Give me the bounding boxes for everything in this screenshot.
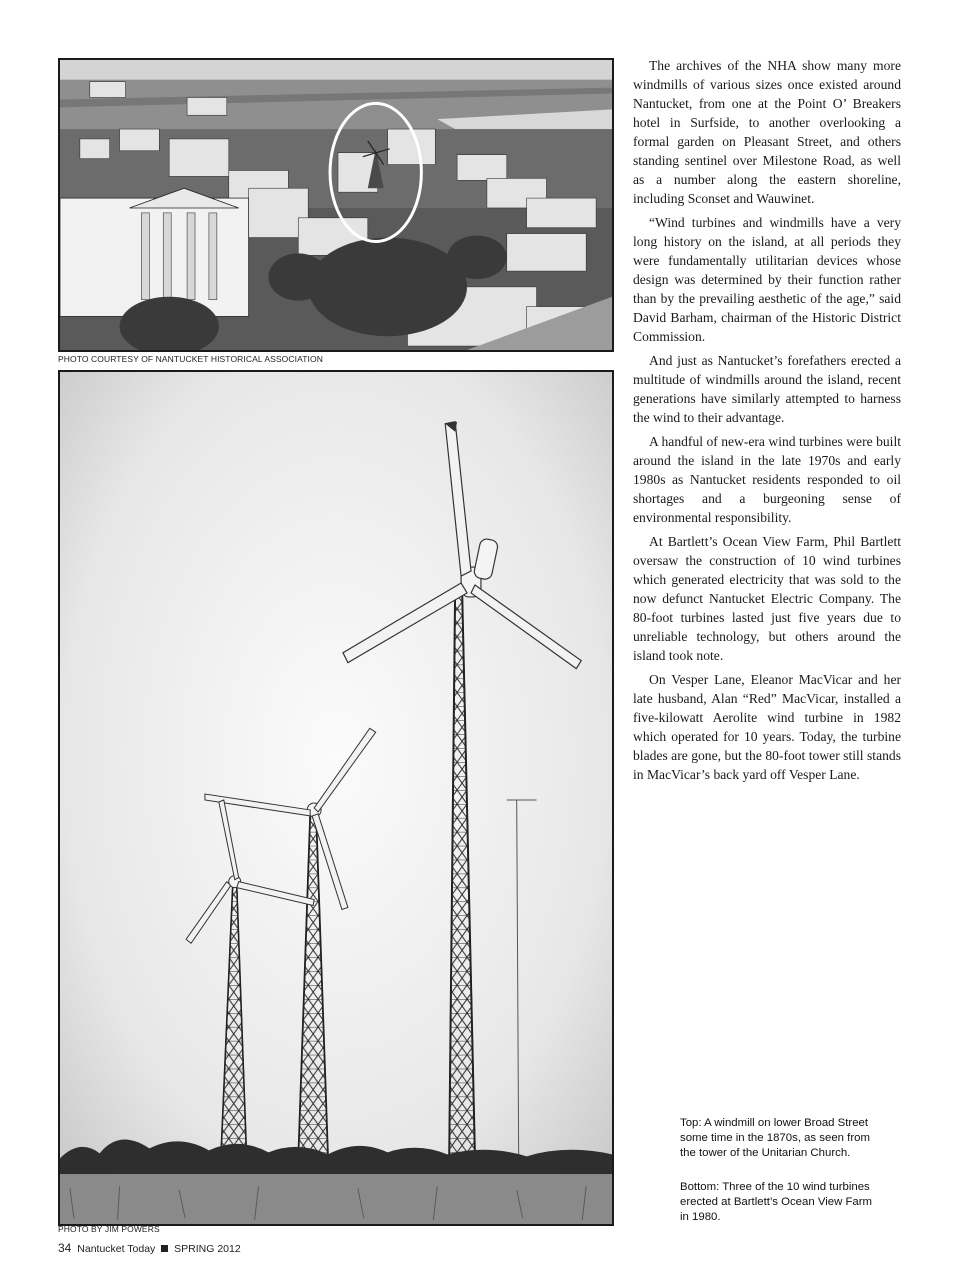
article-paragraph: At Bartlett’s Ocean View Farm, Phil Bartlett oversaw the construction of 10 wind turbines which generated electricity that was sold to the now defunct Nantucket Electric Company. The 80-foot turbines lasted just five years due to unreliable technology, but others around the island took note. — [633, 534, 901, 663]
issue-label: SPRING 2012 — [174, 1243, 241, 1255]
historic-photo — [58, 58, 614, 352]
caption-top: Top: A windmill on lower Broad Street some time in the 1870s, as seen from the tower of the Unitarian Church. — [680, 1117, 870, 1159]
article-paragraph: And just as Nantucket’s forefathers erected a multitude of windmills around the island, recent generations have similarly attempted to harness the wind to their advantage. — [633, 353, 901, 425]
photo-credit-top: PHOTO COURTESY OF NANTUCKET HISTORICAL ASSOCIATION — [58, 354, 323, 364]
publication-name: Nantucket Today — [77, 1243, 156, 1255]
article-paragraph: The archives of the NHA show many more windmills of various sizes once existed around Nantucket, from one at the Point O’ Breakers hotel in Surfside, to another overlooking a formal garden on Pleasant Street, and others standing sentinel over Milestone Road, as well as a number along the eastern shoreline, including Sconset and Wauwinet. — [633, 58, 901, 206]
article-body — [633, 56, 901, 789]
page-number: 34 — [58, 1241, 72, 1255]
article-paragraph: On Vesper Lane, Eleanor MacVicar and her late husband, Alan “Red” MacVicar, installed a five-kilowatt Aerolite wind turbine in 1982 which operated for 10 years. Today, the turbine blades are gone, but the 80-foot tower still stands in MacVicar’s back yard off Vesper Lane. — [633, 672, 901, 782]
article-paragraph: “Wind turbines and windmills have a very long history on the island, at all periods they were fundamentally utilitarian devices whose design was determined by their function rather than by the prevailing aesthetic of the age,” said David Barham, chairman of the Historic District Commission. — [633, 215, 901, 344]
photo-credit-bottom: PHOTO BY JIM POWERS — [58, 1224, 160, 1234]
turbine-photo — [58, 370, 614, 1226]
article-paragraph: A handful of new-era wind turbines were built around the island in the late 1970s and early 1980s as Nantucket residents responded to oil shortages and a burgeoning sense of environmental responsibility. — [633, 434, 901, 525]
caption-bottom: Bottom: Three of the 10 wind turbines erected at Bartlett’s Ocean View Farm in 1980. — [680, 1181, 873, 1223]
wind-turbines-image — [60, 372, 612, 1224]
square-bullet-icon — [161, 1245, 168, 1252]
page-footer — [58, 1241, 241, 1255]
historic-town-image — [60, 60, 612, 350]
